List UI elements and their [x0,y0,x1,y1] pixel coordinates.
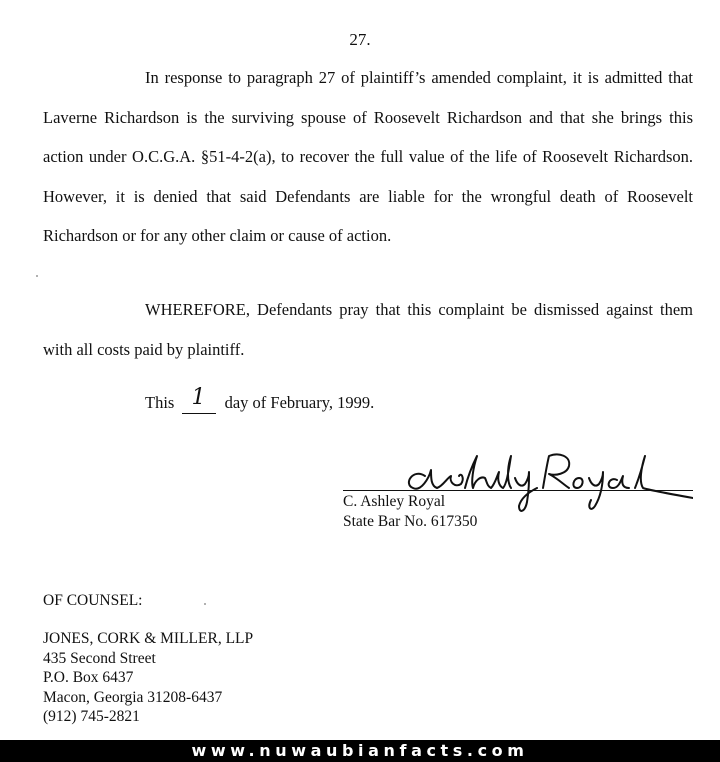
day-blank [182,385,216,414]
date-prefix: This [145,393,175,412]
response-text: In response to paragraph 27 of plaintiff’s amended complaint, it is admitted that Laverne Richardson is the surviving spouse of Roosevelt Richardson and that she brings this action under O.C.G.A. §51-4-2(a), to recover the full value of the life of Roosevelt Richardson. However, it is denied that said Defendants are liable for the wrongful death of Roosevelt Richardson or for any other claim or cause of action. [43,68,693,245]
date-line [145,385,375,414]
signer-name: C. Ashley Royal [343,493,446,510]
firm-street: 435 Second Street [43,649,156,667]
page-number: 27. [349,30,371,49]
of-counsel-heading: OF COUNSEL: [43,592,143,609]
wherefore-text: WHEREFORE, Defendants pray that this complaint be dismissed against them with all costs paid by plaintiff. [43,300,693,359]
handwritten-signature [403,448,693,518]
firm-po-box: P.O. Box 6437 [43,669,134,686]
watermark-footer [0,740,720,762]
response-paragraph [43,58,693,256]
firm-phone: (912) 745-2821 [43,708,140,725]
signature-block [343,448,693,543]
handwritten-day: 1 [191,385,206,410]
scan-speck [36,275,38,277]
firm-address-block [43,629,253,727]
date-suffix: day of February, 1999. [224,393,375,412]
watermark-text: www.nuwaubianfacts.com [191,741,529,760]
wherefore-paragraph [43,290,693,369]
firm-name: JONES, CORK & MILLER, LLP [43,630,254,647]
firm-city: Macon, Georgia 31208-6437 [43,688,223,706]
signature-line [343,490,693,491]
scan-speck [204,603,206,605]
bar-number: State Bar No. 617350 [343,513,478,530]
